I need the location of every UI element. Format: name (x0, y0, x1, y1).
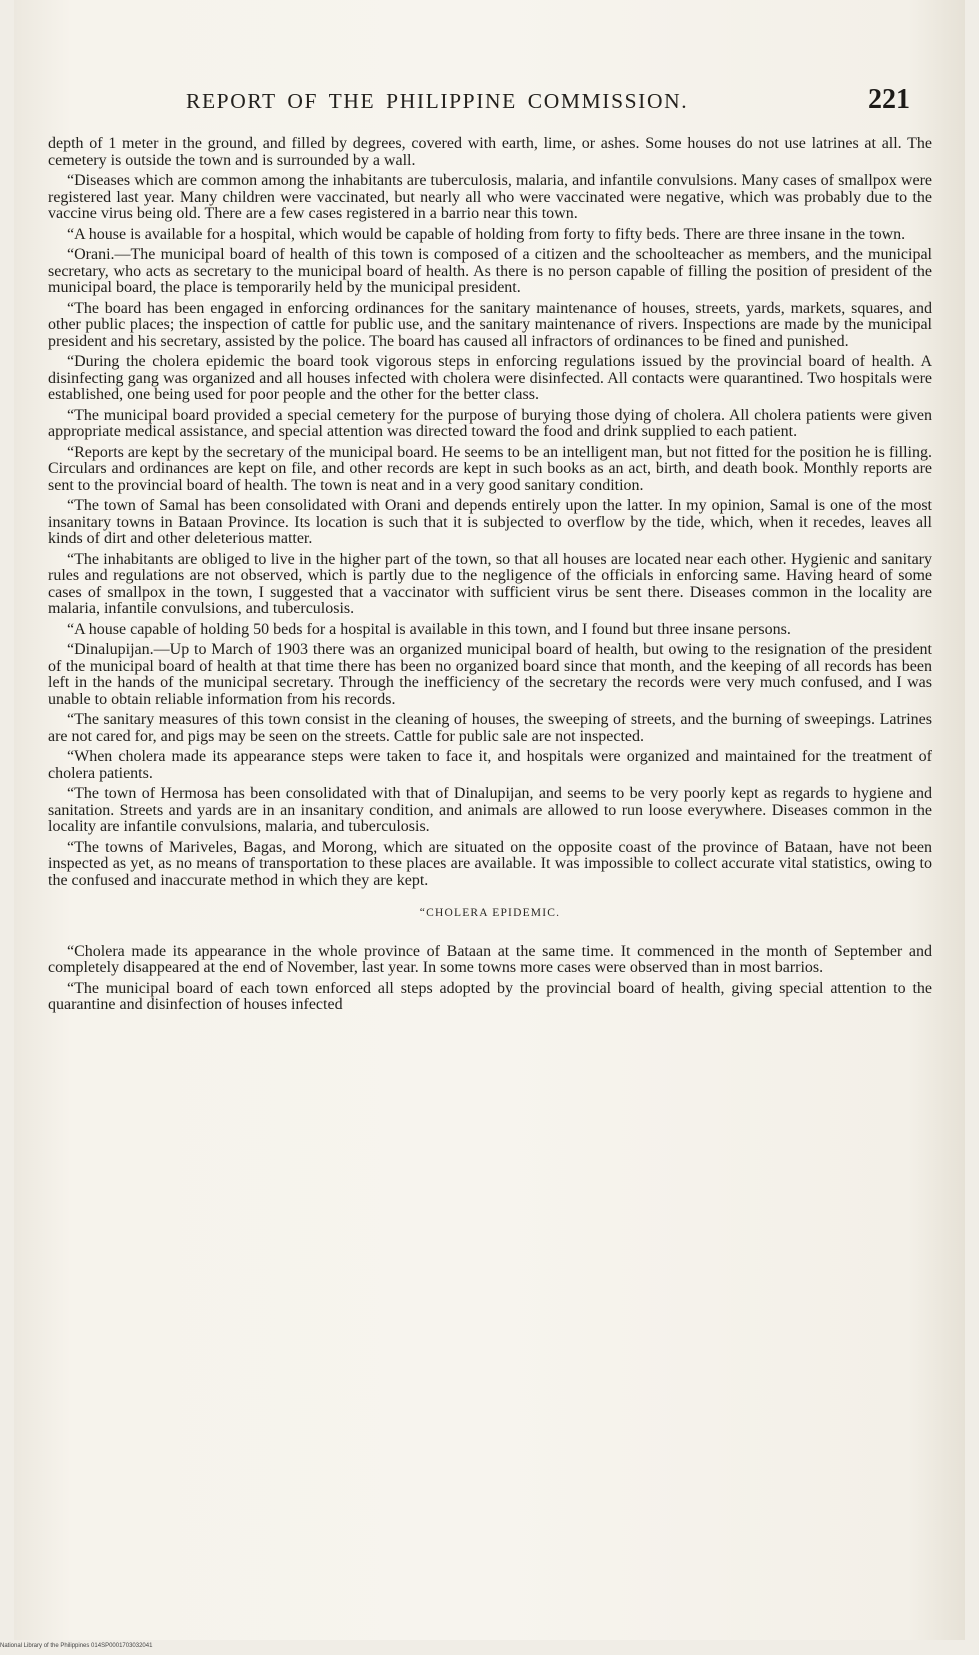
paragraph: “The town of Hermosa has been consolidated with that of Dinalupijan, and seems to be very poorly kept as regards to hygiene and sanitation. Streets and yards are in an insanitary condition, and animals are allowed to run loose everywhere. Diseases common in the locality are infantile convulsions, malaria, and tuberculosis. (48, 785, 932, 835)
section-heading: “CHOLERA EPIDEMIC. (419, 907, 561, 919)
paragraph: “A house capable of holding 50 beds for a hospital is available in this town, and I found but three insane persons. (67, 620, 791, 638)
body-text (48, 136, 932, 1018)
paragraph: “Reports are kept by the secretary of the municipal board. He seems to be an intelligent man, but not fitted for the position he is filling. Circulars and ordinances are kept on file, and other records are kept in such books as an act, birth, and death book. Monthly reports are sent to the provincial board of health. The town is neat and in a very good sanitary condition. (48, 443, 932, 494)
paragraph: depth of 1 meter in the ground, and filled by degrees, covered with earth, lime, or ashes. Some houses do not use latrines at all. The cemetery is outside the town and is surrounded by a wall. (48, 135, 932, 169)
paragraph: “Dinalupijan.—Up to March of 1903 there was an organized municipal board of health, but owing to the resignation of the president of the municipal board of health at that time there has been no organized board since that month, and the keeping of all records has been left in the hands of the municipal secretary. Through the inefficiency of the secretary the records were very much confused, and I was unable to obtain reliable information from his records. (48, 641, 932, 708)
paragraph: “During the cholera epidemic the board took vigorous steps in enforcing regulations issued by the provincial board of health. A disinfecting gang was organized and all houses infected with cholera were disinfected. All contacts were quarantined. Two hospitals were established, one being used for poor people and the other for the better class. (48, 353, 932, 403)
paragraph: “The towns of Mariveles, Bagas, and Morong, which are situated on the opposite coast of the province of Bataan, have not been inspected as yet, as no means of transportation to these places are available. It was impossible to collect accurate vital statistics, owing to the confused and inaccurate method in which they are kept. (48, 838, 932, 889)
paragraph: “The town of Samal has been consolidated with Orani and depends entirely upon the latter. In my opinion, Samal is one of the most insanitary towns in Bataan Province. Its location is such that it is subjected to overflow by the tide, which, when it recedes, leaves all kinds of dirt and other deleterious matter. (48, 497, 932, 547)
paragraph: “The board has been engaged in enforcing ordinances for the sanitary maintenance of houses, streets, yards, markets, squares, and other public places; the inspection of cattle for public use, and the sanitary maintenance of rivers. Inspections are made by the municipal president and his secretary, assisted by the police. The board has caused all infractors of ordinances to be fined and punished. (48, 299, 932, 350)
paragraph: “A house is available for a hospital, which would be capable of holding from forty to fifty beds. There are three insane in the town. (67, 225, 906, 243)
running-head: REPORT OF THE PHILIPPINE COMMISSION. (186, 89, 689, 113)
paragraph: “Diseases which are common among the inhabitants are tuberculosis, malaria, and infantile convulsions. Many cases of smallpox were registered last year. Many children were vaccinated, but nearly all who were vaccinated were negative, which was probably due to the vaccine virus being old. There are a few cases registered in a barrio near this town. (48, 172, 932, 222)
paragraph: “The municipal board provided a special cemetery for the purpose of burying those dying of cholera. All cholera patients were given appropriate medical assistance, and special attention was directed toward the food and drink supplied to each patient. (48, 406, 932, 440)
paragraph: “The municipal board of each town enforced all steps adopted by the provincial board of health, giving special attention to the quarantine and disinfection of houses infected (48, 979, 932, 1013)
paragraph: “When cholera made its appearance steps were taken to face it, and hospitals were organized and maintained for the treatment of cholera patients. (48, 748, 932, 782)
paragraph: “Orani.—The municipal board of health of this town is composed of a citizen and the schoolteacher as members, and the municipal secretary, who acts as secretary to the municipal board of health. As there is no person capable of filling the position of president of the municipal board, the place is temporarily held by the municipal president. (48, 246, 932, 296)
paragraph: “The sanitary measures of this town consist in the cleaning of houses, the sweeping of streets, and the burning of sweepings. Latrines are not cared for, and pigs may be seen on the streets. Cattle for public sale are not inspected. (48, 711, 932, 745)
paragraph: “Cholera made its appearance in the whole province of Bataan at the same time. It commenced in the month of September and completely disappeared at the end of November, last year. In some towns more cases were observed than in most barrios. (48, 942, 932, 976)
paragraph: “The inhabitants are obliged to live in the higher part of the town, so that all houses are located near each other. Hygienic and sanitary rules and regulations are not observed, which is partly due to the negligence of the officials in enforcing same. Having heard of some cases of smallpox in the town, I suggested that a vaccinator with sufficient virus be sent there. Diseases common in the locality are malaria, infantile convulsions, and tuberculosis. (48, 550, 932, 617)
source-note: National Library of the Philippines 014SP0001703032041 (0, 1643, 153, 1649)
page-number: 221 (868, 84, 910, 115)
page-header (0, 84, 979, 124)
